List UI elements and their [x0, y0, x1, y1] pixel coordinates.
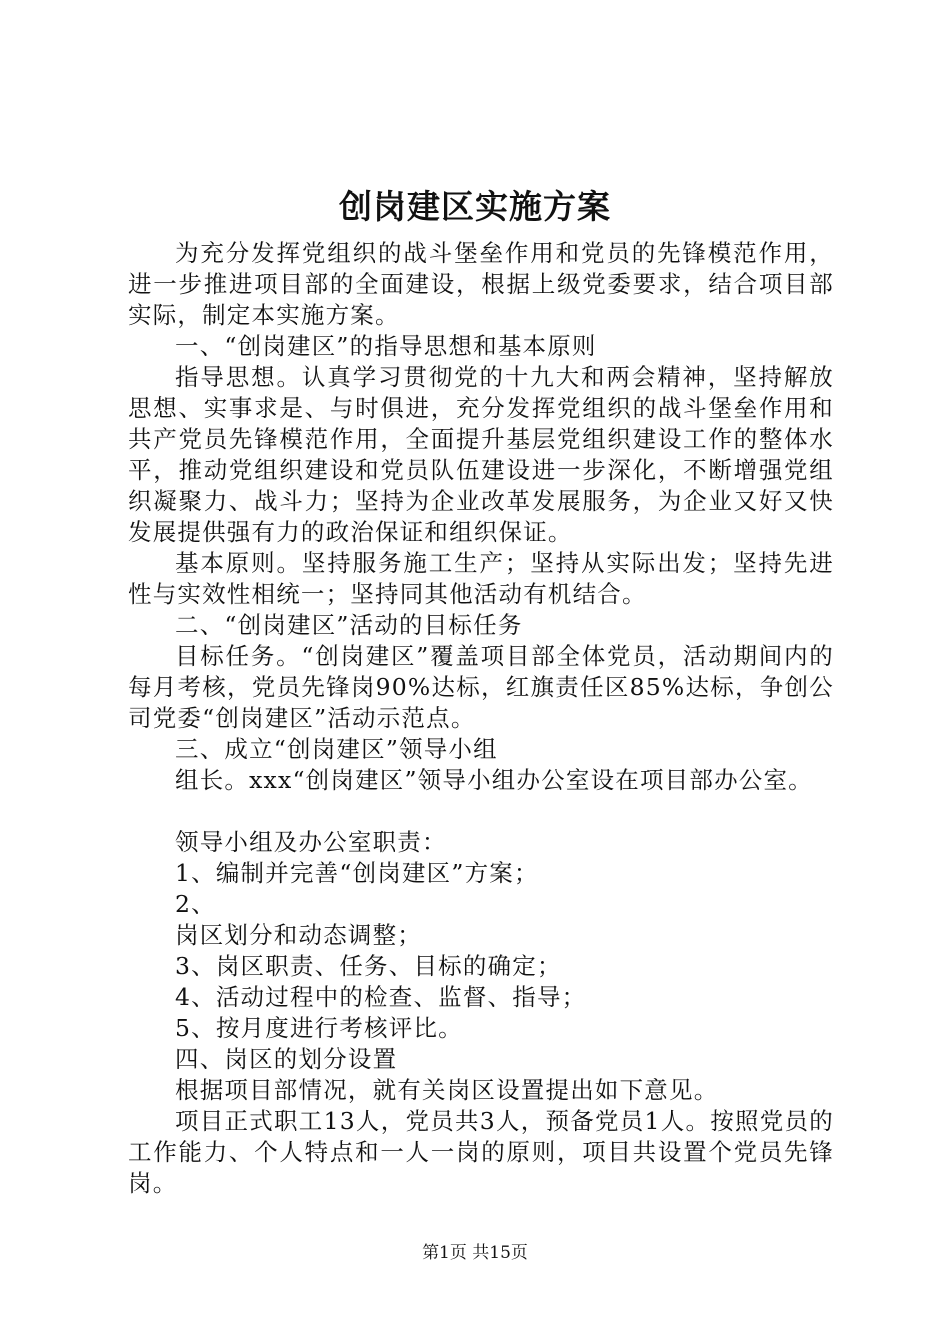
paragraph-leader: 组长。xxx“创岗建区”领导小组办公室设在项目部办公室。: [175, 766, 813, 794]
paragraph-intro: 为充分发挥党组织的战斗堡垒作用和党员的先锋模范作用，进一步推进项目部的全面建设，根据上级党委要求，结合项目部实际，制定本实施方案。: [128, 239, 834, 329]
paragraph-duties-heading: 领导小组及办公室职责：: [175, 828, 447, 856]
list-item-2: 2、: [175, 890, 216, 918]
paragraph-guiding-thought: 指导思想。认真学习贯彻党的十九大和两会精神，坚持解放思想、实事求是、与时俱进，充分发挥党组织的战斗堡垒作用和共产党员先锋模范作用，全面提升基层党组织建设工作的整体水平，推动党组织建设和党员队伍建设进一步深化，不断增强党组织凝聚力、战斗力；坚持为企业改革发展服务，为企业又好又快发展提供强有力的政治保证和组织保证。: [128, 363, 834, 546]
paragraph-basic-principles: 基本原则。坚持服务施工生产；坚持从实际出发；坚持先进性与实效性相统一；坚持同其他活动有机结合。: [128, 549, 834, 608]
list-item-3: 3、岗区职责、任务、目标的确定；: [175, 952, 562, 980]
document-body: [128, 238, 834, 1199]
list-item-2-continued: 岗区划分和动态调整；: [175, 921, 422, 949]
paragraph-target-tasks: 目标任务。“创岗建区”覆盖项目部全体党员，活动期间内的每月考核，党员先锋岗90%达标，红旗责任区85%达标，争创公司党委“创岗建区”活动示范点。: [128, 642, 834, 732]
section-heading-4: 四、岗区的划分设置: [175, 1045, 398, 1073]
paragraph-staff-count: 项目正式职工13人，党员共3人，预备党员1人。按照党员的工作能力、个人特点和一人一岗的原则，项目共设置个党员先锋岗。: [128, 1107, 834, 1197]
document-title: 创岗建区实施方案: [339, 187, 611, 226]
section-heading-1: 一、“创岗建区”的指导思想和基本原则: [175, 332, 597, 360]
paragraph-post-setting-intro: 根据项目部情况，就有关岗区设置提出如下意见。: [175, 1076, 719, 1104]
section-heading-3: 三、成立“创岗建区”领导小组: [175, 735, 498, 763]
list-item-4: 4、活动过程中的检查、监督、指导；: [175, 983, 587, 1011]
list-item-1: 1、编制并完善“创岗建区”方案；: [175, 859, 539, 887]
list-item-5: 5、按月度进行考核评比。: [175, 1014, 463, 1042]
section-heading-2: 二、“创岗建区”活动的目标任务: [175, 611, 523, 639]
page-footer: 第1页 共15页: [422, 1243, 528, 1263]
blank-line: [128, 796, 834, 827]
